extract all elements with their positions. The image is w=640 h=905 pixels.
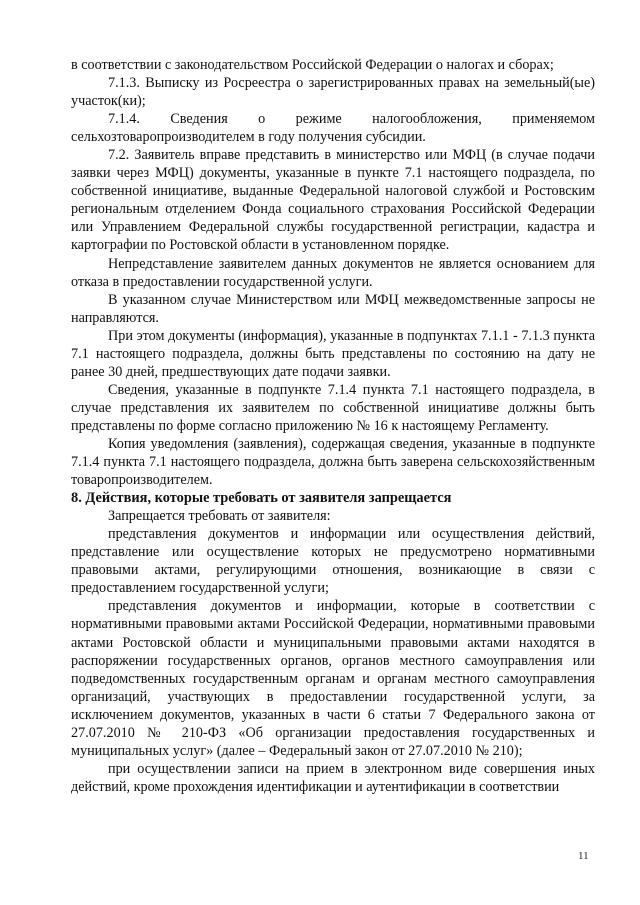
page-number: 11	[578, 850, 589, 862]
paragraph-30-days: При этом документы (информация), указанные в подпунктах 7.1.1 - 7.1.3 пункта 7.1 настоящего подраздела, должны быть представлены по состоянию на дату не ранее 30 дней, предшествующих дате подачи заявки.	[71, 327, 595, 380]
document-page	[71, 56, 595, 796]
paragraph-appendix-16: Сведения, указанные в подпункте 7.1.4 пункта 7.1 настоящего подраздела, в случае представления их заявителем по собственной инициативе должны быть представлены по форме согласно приложению № 16 к настоящему Регламенту.	[71, 381, 595, 434]
paragraph-prohibited-documents: представления документов и информации, которые в соответствии с нормативными правовыми актами Российской Федерации, нормативными правовыми актами Ростовской области и муниципальными правовыми актами находятся в распоряжении государственных органов, органов местного самоуправления или подведомственных государственным органам и органам местного самоуправления организаций, участвующих в предоставлении государственной услуги, за исключением документов, указанных в части 6 статьи 7 Федерального закона от 27.07.2010 № 210-ФЗ «Об организации предоставления государственных и муниципальных услуг» (далее – Федеральный закон от 27.07.2010 № 210);	[71, 598, 595, 759]
paragraph-prohibited-intro: Запрещается требовать от заявителя:	[108, 508, 331, 525]
paragraph-tax-law: в соответствии с законодательством Российской Федерации о налогах и сборах;	[71, 57, 554, 73]
paragraph-prohibited-actions: представления документов и информации или осуществления действий, представление или осуществление которых не предусмотрено нормативными правовыми актами, регулирующими отношения, возникающие в связи с предоставлением государственной услуги;	[71, 526, 595, 597]
paragraph-7-1-4: 7.1.4. Сведения о режиме налогообложения, применяемом сельхозтоваропроизводителем в году получения субсидии.	[71, 111, 595, 146]
paragraph-notice-copy: Копия уведомления (заявления), содержащая сведения, указанные в подпункте 7.1.4 пункта 7.1 настоящего подраздела, должна быть заверена сельскохозяйственным товаропроизводителем.	[71, 435, 595, 489]
paragraph-7-2: 7.2. Заявитель вправе представить в министерство или МФЦ (в случае подачи заявки через МФЦ) документы, указанные в пункте 7.1 настоящего подраздела, по собственной инициативе, выданные Федеральной налоговой службой и Ростовским региональным отделением Фонда социального страхования Российской Федерации или Управлением Федеральной службы государственной регистрации, кадастра и картографии по Ростовской области в установленном порядке.	[71, 147, 595, 254]
paragraph-7-1-3: 7.1.3. Выписку из Росреестра о зарегистрированных правах на земельный(ые) участок(ки);	[71, 75, 595, 110]
paragraph-non-submission: Непредставление заявителем данных документов не является основанием для отказа в предоставлении государственной услуги.	[71, 255, 595, 290]
paragraph-no-requests: В указанном случае Министерством или МФЦ межведомственные запросы не направляются.	[71, 291, 595, 326]
section-heading: 8. Действия, которые требовать от заявителя запрещается	[71, 490, 452, 507]
paragraph-electronic-record: при осуществлении записи на прием в электронном виде совершения иных действий, кроме прохождения идентификации и аутентификации в соответствии	[71, 760, 595, 795]
